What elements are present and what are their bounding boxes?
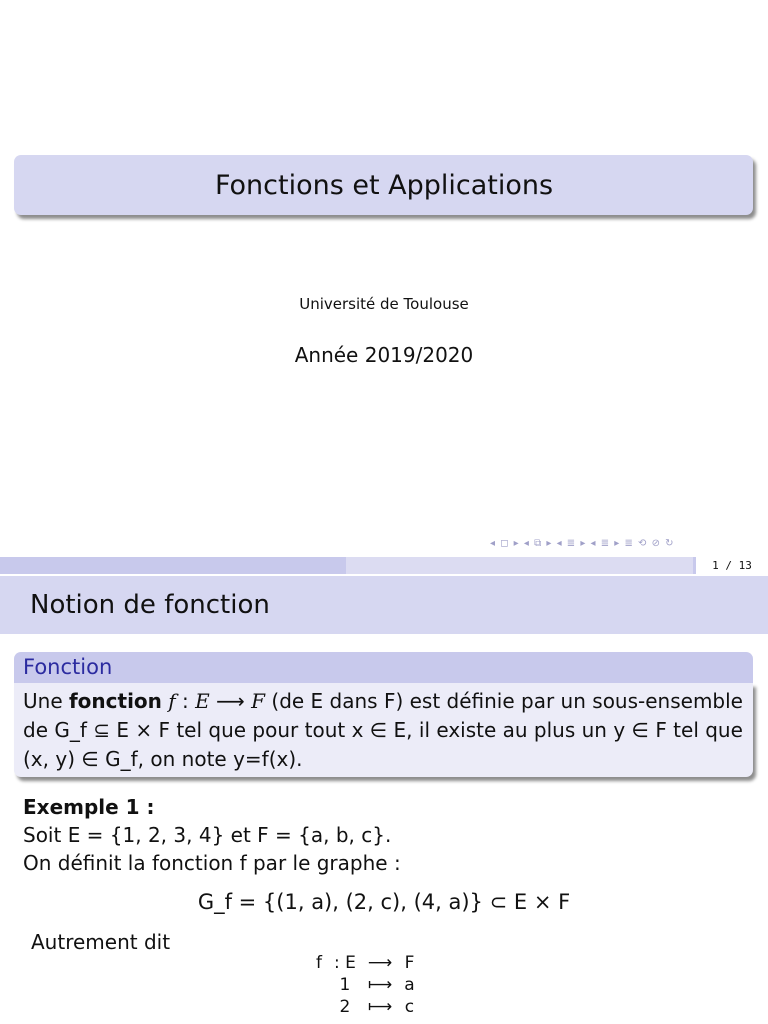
table-row: 2 ⟼ c xyxy=(339,997,415,1017)
example-title: Exemple 1 : xyxy=(23,795,155,819)
definition-line-1: Une fonction f : E ⟶ F (de E dans F) est définie par un sous-ensemble xyxy=(23,689,743,713)
definition-term: fonction xyxy=(68,689,162,713)
definition-line-2: de G_f ⊆ E × F tel que pour tout x ∈ E, il existe au plus un y ∈ F tel que xyxy=(23,718,743,742)
beamer-navigation-icons[interactable]: ◂ ◻ ▸ ◂ ⧉ ▸ ◂ ≣ ▸ ◂ ≣ ▸ ≣ ⟲ ⊘ ↻ xyxy=(490,538,675,549)
footer-bar-left xyxy=(0,557,346,574)
table-row: f : E ⟶ F xyxy=(316,953,415,973)
presentation-title: Fonctions et Applications xyxy=(214,170,554,201)
example-line-2: On définit la fonction f par le graphe : xyxy=(23,851,401,875)
academic-year: Année 2019/2020 xyxy=(294,343,474,367)
graph-formula: G_f = {(1, a), (2, c), (4, a)} ⊂ E × F xyxy=(197,890,571,914)
table-row: 1 ⟼ a xyxy=(339,975,415,995)
example-line-1: Soit E = {1, 2, 3, 4} et F = {a, b, c}. xyxy=(23,823,392,847)
autrement-dit: Autrement dit xyxy=(31,930,171,954)
frame-title: Notion de fonction xyxy=(30,590,270,620)
definition-block-header xyxy=(14,652,753,683)
institution: Université de Toulouse xyxy=(299,295,469,313)
definition-line-3: (x, y) ∈ G_f, on note y=f(x). xyxy=(23,747,303,771)
mapping-table xyxy=(310,952,421,1018)
page-number: 1 / 13 xyxy=(712,559,752,572)
definition-block-title: Fonction xyxy=(23,655,113,679)
definition-line-1-rest: (de E dans F) est définie par un sous-ensemble xyxy=(265,689,743,713)
